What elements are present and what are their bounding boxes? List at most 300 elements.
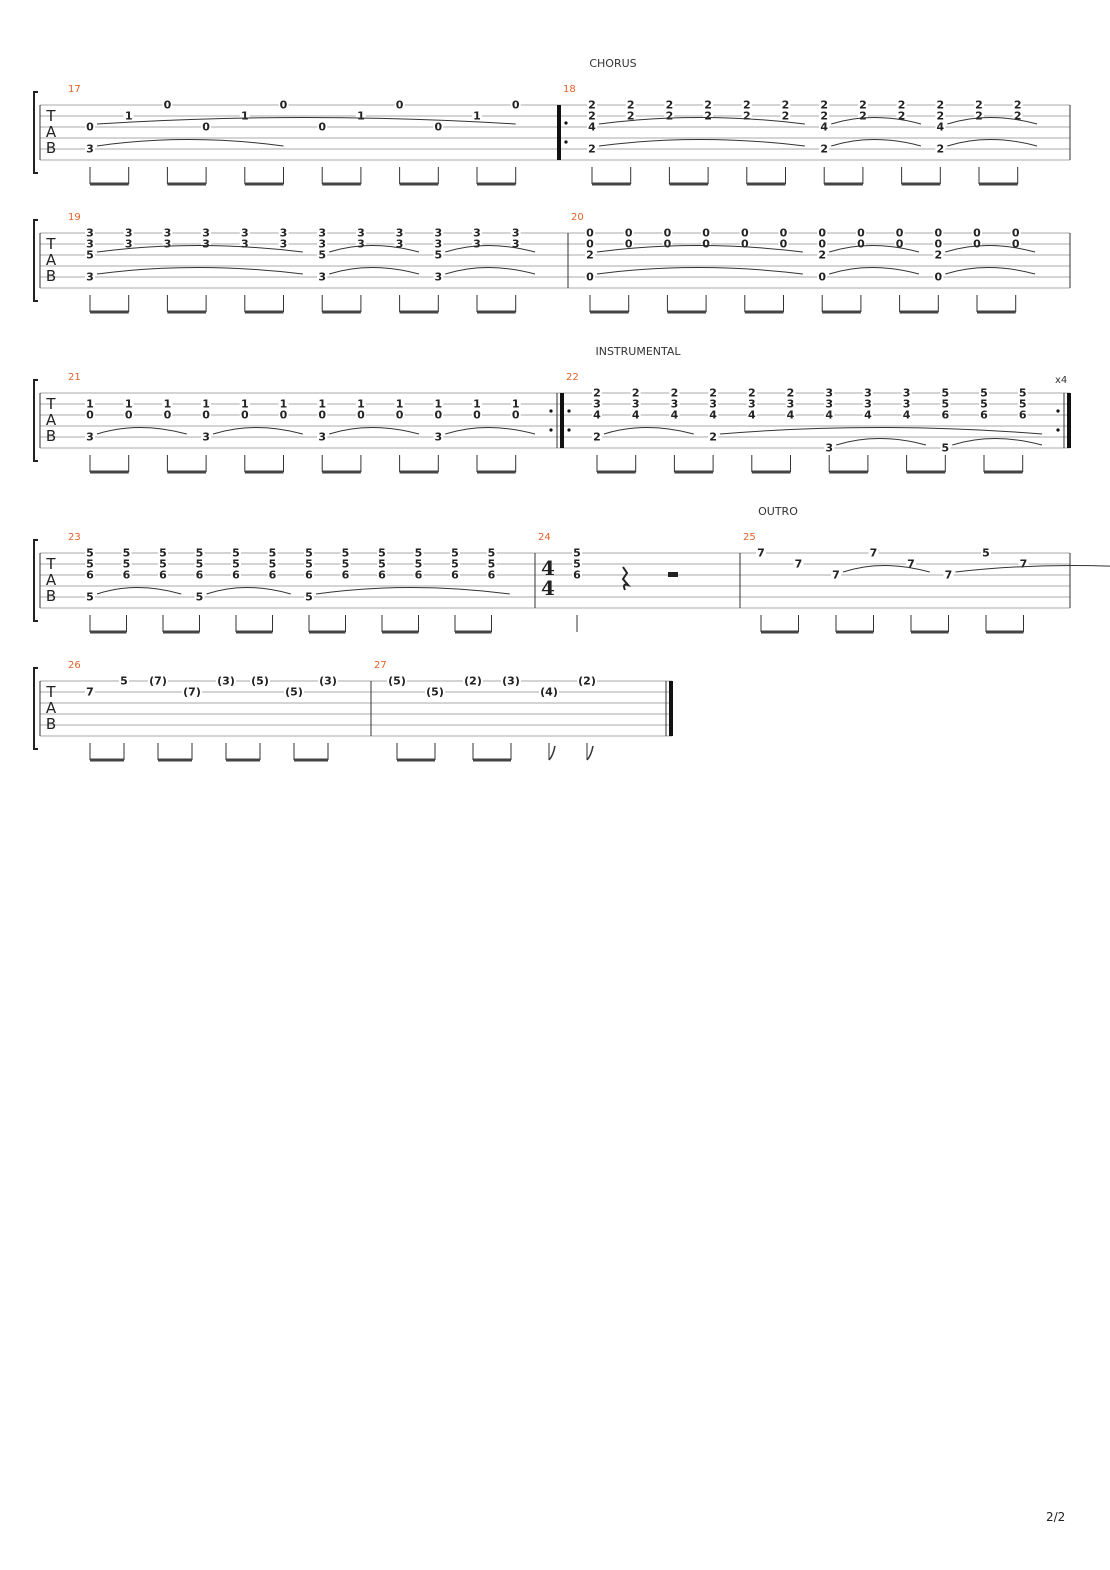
fret-number: 5 (487, 546, 496, 560)
fret-number: 0 (857, 226, 865, 240)
fret-number: 0 (624, 226, 633, 240)
fret-number: (3) (217, 674, 235, 688)
fret-number: 0 (779, 226, 788, 240)
tab-system (34, 660, 672, 760)
fret-number: 0 (934, 237, 943, 251)
measure (566, 345, 1069, 472)
fret-number: 5 (268, 546, 277, 560)
fret-number: 4 (786, 408, 795, 422)
fret-number: 3 (902, 397, 911, 411)
tab-system (34, 57, 1070, 184)
tie-arc (604, 428, 694, 435)
fret-number: 0 (202, 408, 210, 422)
repeat-dot (549, 409, 552, 412)
fret-number: 0 (586, 226, 594, 240)
tab-clef-letter: A (45, 571, 57, 589)
fret-number: 1 (202, 397, 210, 411)
measure-number: 24 (538, 532, 551, 543)
fret-number: 6 (232, 568, 240, 582)
fret-number: 5 (487, 557, 496, 571)
fret-number: 4 (825, 408, 834, 422)
tie-arc (329, 268, 419, 275)
tie-arc (97, 268, 303, 275)
fret-number: 6 (451, 568, 459, 582)
measure (68, 532, 535, 632)
tie-arc (599, 140, 805, 147)
fret-number: 3 (279, 226, 288, 240)
fret-number: 2 (742, 109, 751, 123)
fret-number: 3 (86, 142, 94, 156)
fret-number: 4 (709, 408, 717, 422)
fret-number: 0 (740, 226, 749, 240)
fret-number: 5 (195, 590, 204, 604)
fret-number: 5 (195, 546, 204, 560)
fret-number: 5 (573, 546, 581, 560)
fret-number: 6 (378, 568, 386, 582)
fret-number: 2 (626, 98, 635, 112)
fret-number: 2 (670, 386, 679, 400)
fret-number: 3 (318, 270, 327, 284)
fret-number: 1 (473, 397, 481, 411)
fret-number: 3 (434, 430, 443, 444)
fret-number: 1 (318, 397, 327, 411)
fret-number: 5 (941, 386, 950, 400)
fret-number: 2 (975, 98, 983, 112)
fret-number: 5 (980, 386, 988, 400)
fret-number: 5 (122, 557, 131, 571)
fret-number: 3 (593, 397, 601, 411)
repeat-dot (564, 140, 567, 143)
fret-number: 5 (378, 546, 386, 560)
fret-number: 1 (240, 109, 249, 123)
fret-number: 2 (747, 386, 756, 400)
fret-number: 3 (825, 397, 834, 411)
fret-number: 6 (487, 568, 496, 582)
fret-number: 7 (794, 557, 803, 571)
tie-arc (831, 140, 921, 147)
fret-number: 2 (859, 98, 867, 112)
fret-number: 5 (195, 557, 204, 571)
fret-number: 4 (593, 408, 601, 422)
fret-number: 0 (434, 408, 443, 422)
section-marker: OUTRO (758, 505, 798, 518)
fret-number: 1 (357, 397, 365, 411)
quarter-rest (623, 567, 628, 590)
fret-number: 4 (631, 408, 640, 422)
fret-number: 3 (163, 226, 172, 240)
fret-number: 2 (588, 98, 596, 112)
repeat-dot (1056, 409, 1059, 412)
fret-number: 3 (864, 386, 872, 400)
fret-number: 3 (747, 397, 756, 411)
tie-arc (97, 428, 187, 435)
section-marker: INSTRUMENTAL (595, 345, 681, 358)
tie-arc (97, 140, 284, 147)
fret-number: 5 (86, 590, 94, 604)
fret-number: 1 (86, 397, 94, 411)
fret-number: 5 (414, 546, 423, 560)
section-marker: CHORUS (589, 57, 637, 70)
tie-arc (829, 246, 919, 253)
fret-number: 0 (279, 98, 288, 112)
fret-number: 7 (869, 546, 878, 560)
fret-number: 0 (473, 408, 481, 422)
fret-number: 2 (818, 248, 827, 262)
fret-number: 1 (473, 109, 481, 123)
fret-number: 0 (934, 226, 943, 240)
fret-number: 2 (820, 142, 829, 156)
fret-number: 1 (357, 109, 365, 123)
fret-number: 3 (124, 237, 133, 251)
fret-number: 3 (318, 226, 327, 240)
fret-number: 2 (1013, 109, 1022, 123)
fret-number: 2 (859, 109, 867, 123)
fret-number: 0 (586, 237, 594, 251)
tie-arc (947, 140, 1037, 147)
measure-number: 26 (68, 660, 81, 671)
fret-number: 2 (626, 109, 635, 123)
tab-system (34, 212, 1070, 312)
measure (68, 212, 568, 312)
tab-clef-letter: T (46, 395, 56, 413)
fret-number: 6 (941, 408, 950, 422)
fret-number: 5 (378, 557, 386, 571)
measure (743, 505, 1070, 632)
fret-number: 0 (663, 226, 672, 240)
fret-number: 0 (318, 120, 327, 134)
fret-number: 6 (414, 568, 423, 582)
fret-number: 2 (704, 109, 712, 123)
fret-number: (2) (464, 674, 482, 688)
fret-number: 6 (341, 568, 350, 582)
fret-number: 5 (86, 546, 94, 560)
fret-number: (2) (578, 674, 596, 688)
fret-number: 3 (202, 226, 210, 240)
fret-number: 2 (742, 98, 751, 112)
fret-number: 5 (941, 441, 950, 455)
page-number: 2/2 (1046, 1510, 1066, 1524)
tie-arc (947, 118, 1037, 125)
fret-number: 1 (511, 397, 520, 411)
tie-arc (207, 588, 291, 595)
fret-number: 2 (588, 109, 596, 123)
measure-number: 21 (68, 372, 81, 383)
fret-number: 3 (357, 226, 365, 240)
fret-number: 3 (202, 237, 210, 251)
tie-arc (329, 246, 419, 253)
fret-number: 6 (268, 568, 277, 582)
fret-number: 0 (395, 408, 404, 422)
tab-clef-letter: T (46, 555, 56, 573)
fret-number: 0 (124, 408, 133, 422)
fret-number: 7 (832, 568, 840, 582)
eighth-flag (549, 746, 555, 760)
fret-number: 0 (1011, 237, 1020, 251)
system-bracket (34, 220, 38, 301)
fret-number: 1 (434, 397, 443, 411)
fret-number: 0 (818, 270, 827, 284)
fret-number: 5 (341, 557, 350, 571)
tab-clef-letter: B (45, 427, 57, 445)
fret-number: 0 (279, 408, 288, 422)
fret-number: 0 (663, 237, 672, 251)
fret-number: 7 (944, 568, 953, 582)
fret-number: 5 (573, 557, 581, 571)
fret-number: 0 (895, 237, 904, 251)
fret-number: 7 (757, 546, 765, 560)
fret-number: 3 (318, 237, 327, 251)
fret-number: 7 (1019, 557, 1028, 571)
fret-number: 6 (1018, 408, 1027, 422)
fret-number: 2 (936, 109, 945, 123)
tie-arc (97, 588, 181, 595)
fret-number: 0 (740, 237, 749, 251)
fret-number: 3 (86, 270, 94, 284)
repeat-dot (567, 409, 570, 412)
tab-clef-letter: T (46, 683, 56, 701)
measure (374, 660, 671, 760)
repeat-count: x4 (1055, 375, 1068, 386)
fret-number: 1 (279, 397, 288, 411)
eighth-flag (587, 746, 593, 760)
fret-number: 0 (973, 226, 981, 240)
fret-number: 5 (232, 546, 240, 560)
tie-arc (445, 268, 535, 275)
half-rest (668, 572, 678, 577)
fret-number: (5) (251, 674, 269, 688)
fret-number: 0 (163, 408, 172, 422)
fret-number: 0 (240, 408, 249, 422)
fret-number: 6 (980, 408, 988, 422)
fret-number: 2 (781, 109, 790, 123)
tie-arc (329, 428, 419, 435)
fret-number: 5 (159, 557, 167, 571)
system-bracket (34, 380, 38, 461)
fret-number: 3 (825, 441, 834, 455)
fret-number: 5 (232, 557, 240, 571)
measure (68, 372, 562, 472)
system-bracket (34, 668, 38, 749)
fret-number: 0 (86, 408, 94, 422)
fret-number: 5 (86, 557, 94, 571)
fret-number: 2 (786, 386, 795, 400)
tie-arc (831, 118, 921, 125)
fret-number: 3 (240, 237, 249, 251)
measure (68, 660, 371, 760)
fret-number: 3 (279, 237, 288, 251)
fret-number: 7 (86, 685, 94, 699)
fret-number: 5 (1018, 397, 1027, 411)
fret-number: 3 (357, 237, 365, 251)
fret-number: 5 (451, 546, 459, 560)
fret-number: 1 (124, 109, 133, 123)
tab-clef-letter: A (45, 699, 57, 717)
tie-arc (445, 246, 535, 253)
fret-number: 0 (163, 98, 172, 112)
fret-number: 5 (982, 546, 990, 560)
fret-number: 1 (395, 397, 404, 411)
fret-number: 6 (195, 568, 204, 582)
fret-number: 0 (395, 98, 404, 112)
fret-number: 0 (1011, 226, 1020, 240)
fret-number: 5 (980, 397, 988, 411)
repeat-dot (564, 121, 567, 124)
fret-number: 0 (818, 237, 827, 251)
fret-number: (5) (285, 685, 303, 699)
fret-number: 5 (434, 248, 443, 262)
fret-number: 5 (451, 557, 459, 571)
fret-number: 2 (709, 386, 717, 400)
tie-arc (956, 566, 1110, 573)
fret-number: 5 (414, 557, 423, 571)
fret-number: 1 (240, 397, 249, 411)
measure-number: 22 (566, 372, 579, 383)
fret-number: 2 (1013, 98, 1022, 112)
fret-number: 5 (120, 674, 128, 688)
fret-number: (5) (388, 674, 406, 688)
tab-clef-letter: B (45, 715, 57, 733)
time-signature-bottom: 4 (541, 576, 555, 600)
fret-number: 2 (936, 98, 945, 112)
fret-number: 2 (820, 109, 829, 123)
fret-number: 4 (747, 408, 756, 422)
tie-arc (945, 268, 1035, 275)
measure (68, 84, 560, 184)
fret-number: 0 (586, 270, 594, 284)
tie-arc (213, 428, 303, 435)
repeat-dot (567, 428, 570, 431)
fret-number: 5 (1018, 386, 1027, 400)
measure-number: 17 (68, 84, 81, 95)
fret-number: 3 (395, 237, 404, 251)
tie-arc (952, 439, 1042, 446)
fret-number: 3 (240, 226, 249, 240)
tie-arc (597, 268, 803, 275)
fret-number: 3 (670, 397, 679, 411)
fret-number: 0 (202, 120, 210, 134)
measure-number: 20 (571, 212, 584, 223)
fret-number: (7) (183, 685, 201, 699)
fret-number: 2 (709, 430, 717, 444)
fret-number: 2 (665, 109, 674, 123)
tab-clef-letter: T (46, 107, 56, 125)
fret-number: 5 (941, 397, 950, 411)
fret-number: 3 (786, 397, 795, 411)
fret-number: 0 (857, 237, 865, 251)
fret-number: 2 (665, 98, 674, 112)
fret-number: 2 (897, 98, 906, 112)
fret-number: 3 (631, 397, 640, 411)
fret-number: 0 (934, 270, 943, 284)
tie-arc (836, 439, 926, 446)
fret-number: 3 (511, 237, 520, 251)
repeat-dot (549, 428, 552, 431)
fret-number: 3 (163, 237, 172, 251)
fret-number: 3 (434, 226, 443, 240)
fret-number: 2 (631, 386, 640, 400)
fret-number: 6 (305, 568, 313, 582)
fret-number: 6 (159, 568, 167, 582)
fret-number: 2 (975, 109, 983, 123)
measure-number: 18 (563, 84, 576, 95)
fret-number: 5 (341, 546, 350, 560)
tab-clef-letter: T (46, 235, 56, 253)
fret-number: 3 (902, 386, 911, 400)
fret-number: (4) (540, 685, 558, 699)
tab-clef-letter: B (45, 267, 57, 285)
fret-number: 3 (86, 237, 94, 251)
fret-number: 4 (670, 408, 679, 422)
measure-number: 19 (68, 212, 81, 223)
measure (538, 532, 740, 632)
fret-number: 0 (511, 408, 520, 422)
fret-number: 0 (624, 237, 633, 251)
fret-number: 5 (318, 248, 327, 262)
fret-number: 3 (202, 430, 210, 444)
fret-number: 5 (305, 590, 313, 604)
time-signature-top: 4 (541, 556, 555, 580)
fret-number: (3) (502, 674, 520, 688)
fret-number: 0 (818, 226, 827, 240)
measure-number: 25 (743, 532, 756, 543)
fret-number: 2 (704, 98, 712, 112)
tie-arc (316, 588, 510, 595)
fret-number: 3 (825, 386, 834, 400)
fret-number: 3 (864, 397, 872, 411)
measure-number: 23 (68, 532, 81, 543)
measure-number: 27 (374, 660, 387, 671)
fret-number: 0 (511, 98, 520, 112)
fret-number: 5 (86, 248, 94, 262)
fret-number: 5 (305, 557, 313, 571)
fret-number: 0 (86, 120, 94, 134)
fret-number: 0 (434, 120, 443, 134)
fret-number: 5 (122, 546, 131, 560)
fret-number: 3 (473, 237, 481, 251)
tie-arc (720, 428, 1042, 435)
fret-number: 6 (86, 568, 94, 582)
fret-number: 1 (124, 397, 133, 411)
fret-number: 3 (395, 226, 404, 240)
tab-clef-letter: A (45, 411, 57, 429)
fret-number: 7 (907, 557, 915, 571)
fret-number: 3 (124, 226, 133, 240)
fret-number: 0 (895, 226, 904, 240)
system-bracket (34, 540, 38, 621)
tab-clef-letter: B (45, 587, 57, 605)
tie-arc (445, 428, 535, 435)
fret-number: 0 (702, 226, 710, 240)
fret-number: 2 (593, 386, 601, 400)
fret-number: 1 (163, 397, 172, 411)
tie-arc (843, 566, 930, 573)
repeat-dot (1056, 428, 1059, 431)
fret-number: 2 (820, 98, 829, 112)
fret-number: 4 (864, 408, 872, 422)
measure (571, 212, 1070, 312)
fret-number: (7) (149, 674, 167, 688)
fret-number: 5 (305, 546, 313, 560)
fret-number: 2 (588, 142, 596, 156)
fret-number: 4 (820, 120, 829, 134)
tie-arc (829, 268, 919, 275)
fret-number: 3 (473, 226, 481, 240)
fret-number: 2 (781, 98, 790, 112)
tab-system (34, 345, 1070, 472)
system-bracket (34, 92, 38, 173)
tie-arc (97, 118, 516, 125)
tab-clef-letter: A (45, 123, 57, 141)
